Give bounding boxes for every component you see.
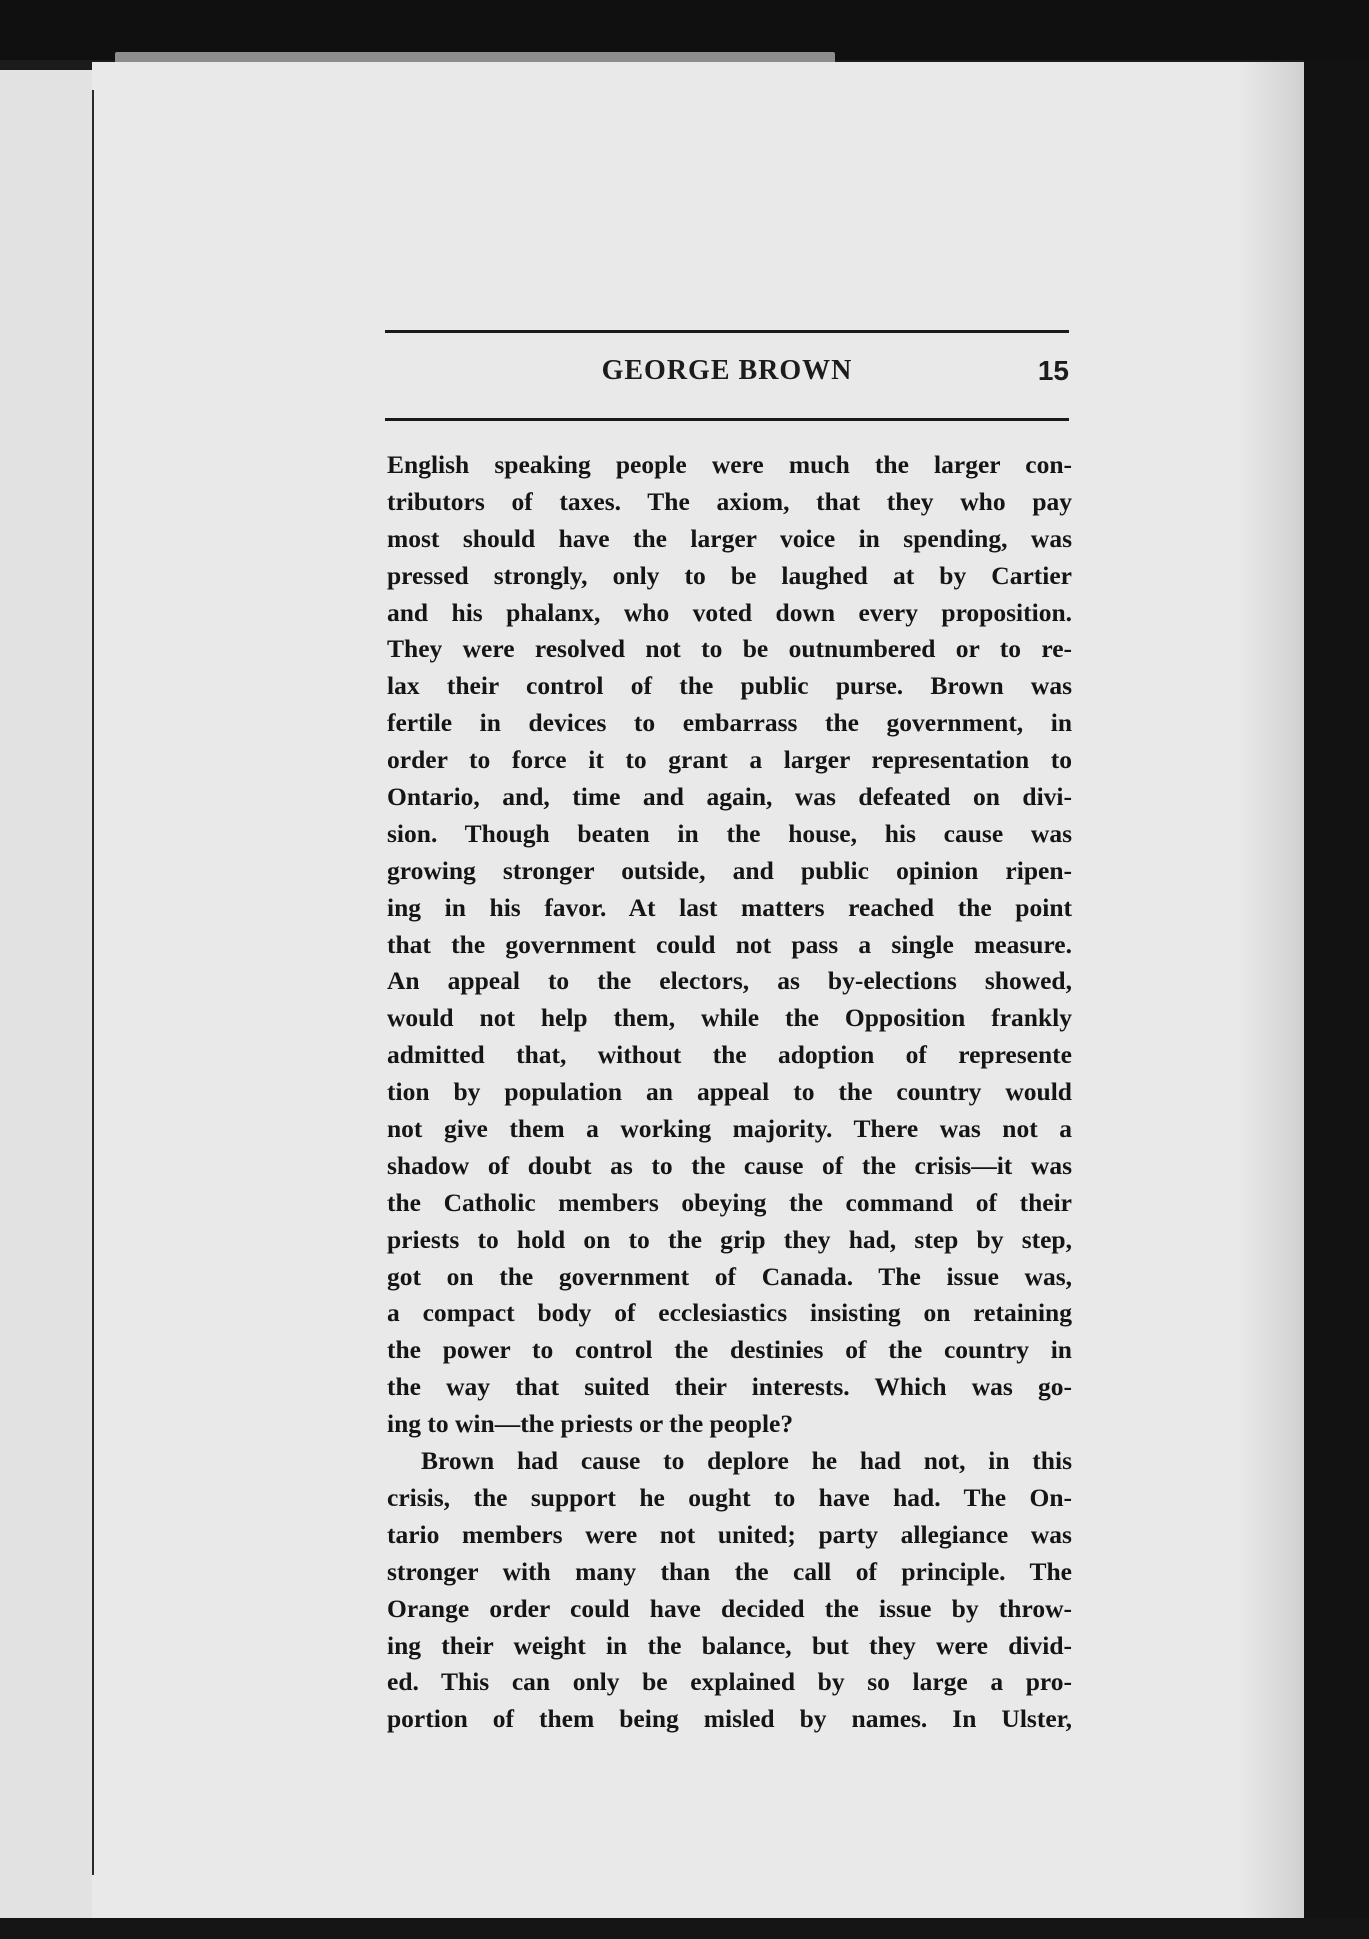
text-line: fertile in devices to embarrass the government, in bbox=[387, 708, 1072, 738]
book-binding-margin bbox=[0, 70, 95, 1939]
text-line: growing stronger outside, and public opinion ripen- bbox=[387, 855, 1072, 885]
text-line: ed. This can only be explained by so large a pro- bbox=[387, 1667, 1072, 1697]
scan-right-background bbox=[1304, 60, 1369, 1939]
text-line: crisis, the support he ought to have had. The On- bbox=[387, 1482, 1072, 1512]
text-line: the Catholic members obeying the command of their bbox=[387, 1187, 1072, 1217]
text-line: the way that suited their interests. Which was go- bbox=[387, 1372, 1072, 1402]
header-bottom-rule bbox=[385, 418, 1069, 421]
text-line: portion of them being misled by names. In Ulster, bbox=[387, 1704, 1072, 1734]
text-line: tion by population an appeal to the country would bbox=[387, 1077, 1072, 1107]
text-line: the power to control the destinies of the country in bbox=[387, 1335, 1072, 1365]
text-line: ing their weight in the balance, but they were divid- bbox=[387, 1630, 1072, 1660]
text-line: and his phalanx, who voted down every proposition. bbox=[387, 597, 1072, 627]
scan-bottom-background bbox=[0, 1918, 1369, 1939]
text-line: admitted that, without the adoption of represente bbox=[387, 1040, 1072, 1070]
page-header bbox=[385, 355, 1069, 395]
paragraph-start-line: Brown had cause to deplore he had not, in this bbox=[421, 1446, 1072, 1476]
text-line: priests to hold on to the grip they had, step by step, bbox=[387, 1224, 1072, 1254]
text-line: Ontario, and, time and again, was defeated on divi- bbox=[387, 782, 1072, 812]
text-line: English speaking people were much the larger con- bbox=[387, 450, 1072, 479]
text-line: tario members were not united; party allegiance was bbox=[387, 1519, 1072, 1549]
page-number: 15 bbox=[1037, 355, 1069, 386]
text-line: An appeal to the electors, as by-elections showed, bbox=[387, 966, 1072, 996]
paragraph-end-line: ing to win—the priests or the people? bbox=[387, 1409, 794, 1439]
running-head: GEORGE BROWN bbox=[601, 355, 853, 386]
text-line: Orange order could have decided the issue by throw- bbox=[387, 1593, 1072, 1623]
text-line: tributors of taxes. The axiom, that they who pay bbox=[387, 486, 1072, 516]
body-text bbox=[387, 447, 1072, 1738]
text-line: would not help them, while the Opposition frankly bbox=[387, 1003, 1072, 1033]
scan-top-background bbox=[0, 0, 1369, 60]
text-line: that the government could not pass a single measure. bbox=[387, 929, 1072, 959]
text-line: They were resolved not to be outnumbered or to re- bbox=[387, 634, 1072, 664]
header-top-rule bbox=[385, 330, 1069, 333]
text-line: lax their control of the public purse. Brown was bbox=[387, 671, 1072, 701]
text-line: shadow of doubt as to the cause of the crisis—it was bbox=[387, 1150, 1072, 1180]
text-line: got on the government of Canada. The issue was, bbox=[387, 1261, 1072, 1291]
page-gutter-shadow bbox=[1240, 62, 1304, 1920]
text-line: a compact body of ecclesiastics insisting on retaining bbox=[387, 1298, 1072, 1328]
text-line: not give them a working majority. There was not a bbox=[387, 1114, 1072, 1144]
binding-line bbox=[92, 90, 94, 1875]
text-line: pressed strongly, only to be laughed at by Cartier bbox=[387, 560, 1072, 590]
text-line: stronger with many than the call of principle. The bbox=[387, 1556, 1072, 1586]
text-line: most should have the larger voice in spending, was bbox=[387, 523, 1072, 553]
text-line: ing in his favor. At last matters reached the point bbox=[387, 892, 1072, 922]
text-line: order to force it to grant a larger representation to bbox=[387, 745, 1072, 775]
text-line: sion. Though beaten in the house, his cause was bbox=[387, 818, 1072, 848]
